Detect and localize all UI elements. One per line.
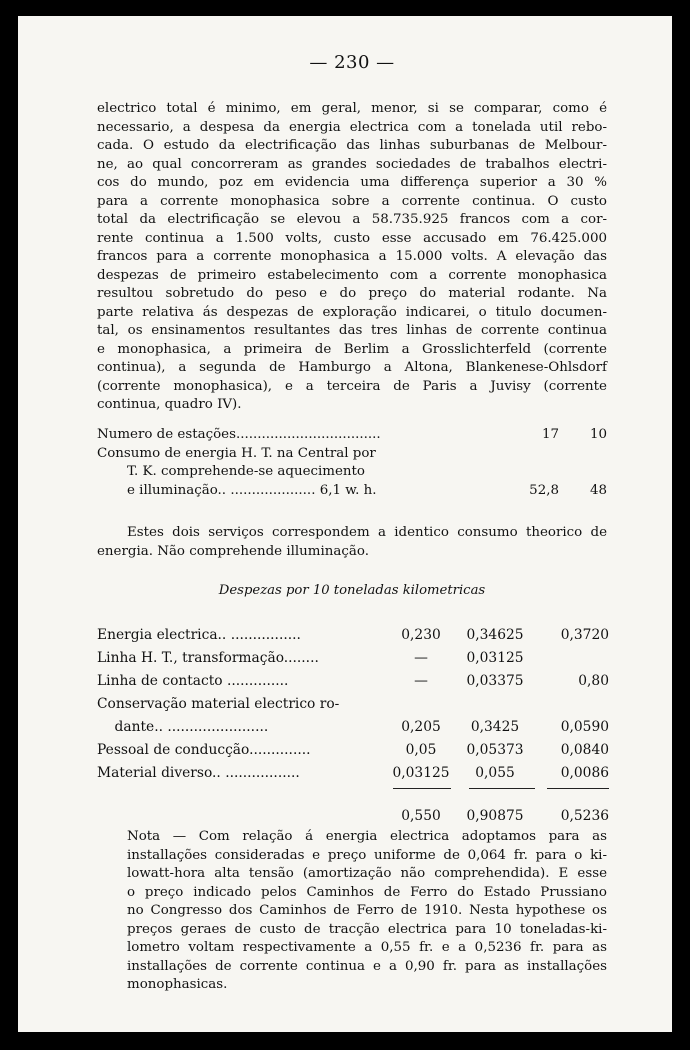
- paragraph-services: Estes dois serviços correspondem a identico consumo theorico de energia. Não comprehende illuminação.: [97, 525, 607, 559]
- paragraph-electrification: [97, 100, 607, 415]
- stats-value-hamburg: 17: [541, 427, 559, 442]
- row-label: Linha de contacto ..............: [97, 673, 289, 689]
- table-caption: Despezas por 10 toneladas kilometricas: [218, 583, 486, 598]
- sum-rule: [393, 788, 451, 789]
- total-paris: 0,5236: [560, 808, 609, 824]
- text-line: ne, ao qual concorreram as grandes sociedades de trabalhos electri-: [97, 156, 607, 172]
- table-row: [97, 718, 607, 741]
- cell-berlin: —: [414, 650, 428, 666]
- stats-label: Consumo de energia H. T. na Central por: [97, 445, 376, 461]
- text-line: tal, os ensinamentos resultantes das tres linhas de corrente continua: [97, 323, 607, 338]
- row-label: Energia electrica.. ................: [97, 627, 301, 643]
- text-line: preços geraes de custo de tracção electrica para 10 toneladas-ki-: [127, 921, 607, 937]
- text-line: continua), a segunda de Hamburgo a Altona, Blankenese-Ohlsdorf: [97, 360, 607, 375]
- stats-row-illumination: [97, 482, 607, 501]
- text-line: installações consideradas e preço uniforme de 0,064 fr. para o ki-: [127, 847, 607, 863]
- costs-table: [97, 626, 607, 787]
- total-hamburg: 0,90875: [466, 808, 524, 824]
- text-line: rente continua a 1.500 volts, custo esse accusado em 76.425.000: [97, 230, 607, 246]
- text-line: e monophasica, a primeira de Berlim a Grosslichterfeld (corrente: [97, 341, 607, 357]
- table-row: [97, 764, 607, 787]
- text-line: (corrente monophasica), e a terceira de Paris a Juvisy (corrente: [97, 378, 607, 394]
- row-label: Pessoal de conducção..............: [97, 742, 311, 758]
- paragraph-note: [97, 828, 607, 995]
- cell-berlin: 0,205: [401, 719, 441, 735]
- sum-rule: [547, 788, 609, 789]
- text-line: total da electrificação se elevou a 58.735.925 francos com a cor-: [97, 212, 607, 227]
- stats-value-paris: 48: [589, 482, 607, 498]
- cell-hamburg: 0,055: [475, 765, 515, 781]
- totals-row: [97, 807, 607, 830]
- page-number: — 230 —: [309, 52, 395, 73]
- cell-paris: 0,80: [578, 673, 609, 689]
- cell-paris: 0,0086: [560, 765, 609, 781]
- text-line: para a corrente monophasica sobre a corrente continua. O custo: [97, 193, 607, 209]
- row-label: Conservação material electrico ro-: [97, 696, 340, 712]
- sum-rules: [97, 788, 607, 792]
- table-row: [97, 626, 607, 649]
- text-line: parte relativa ás despezas de exploração indicarei, o titulo documen-: [97, 304, 607, 320]
- text-line: lometro voltam respectivamente a 0,55 fr. e a 0,5236 fr. para as: [127, 940, 607, 955]
- text-line: o preço indicado pelos Caminhos de Ferro do Estado Prussiano: [127, 884, 607, 900]
- table-row: [97, 672, 607, 695]
- stats-value-paris: 10: [589, 427, 607, 442]
- cell-paris: 0,3720: [560, 627, 609, 643]
- text-line: installações de corrente continua e a 0,90 fr. para as installações: [127, 958, 607, 974]
- text-line: necessario, a despesa da energia electrica com a tonelada util rebo-: [97, 119, 607, 135]
- sum-rule: [469, 788, 535, 789]
- row-label: dante.. .......................: [97, 719, 269, 735]
- row-label: Linha H. T., transformação........: [97, 650, 319, 666]
- text-line: lowatt-hora alta tensão (amortização não comprehendida). E esse: [127, 866, 607, 881]
- text-line: despezas de primeiro estabelecimento com a corrente monophasica: [97, 267, 607, 283]
- row-label: Material diverso.. .................: [97, 765, 300, 781]
- text-line: cos do mundo, poz em evidencia uma differença superior a 30 %: [97, 175, 607, 190]
- totals-cells: [97, 807, 607, 830]
- total-berlin: 0,550: [401, 808, 441, 824]
- text-line: cada. O estudo da electrificação das linhas suburbanas de Melbour-: [97, 138, 607, 153]
- text-line: resultou sobretudo do peso e do preço do material rodante. Na: [97, 286, 607, 301]
- stations-energy-table: [97, 426, 607, 500]
- cell-paris: 0,0840: [560, 742, 609, 758]
- stats-label: Numero de estações..................................: [97, 427, 381, 442]
- stats-row-stations: [97, 426, 607, 445]
- stats-row-energy: [97, 445, 607, 464]
- cell-paris: 0,0590: [560, 719, 609, 735]
- text-line: monophasicas.: [127, 977, 228, 992]
- text-line: no Congresso dos Caminhos de Ferro de 1910. Nesta hypothese os: [127, 903, 607, 918]
- table-row: [97, 649, 607, 672]
- table-row: [97, 741, 607, 764]
- cell-hamburg: 0,03125: [466, 650, 524, 666]
- cell-berlin: 0,230: [401, 627, 441, 643]
- cell-berlin: 0,05: [405, 742, 437, 758]
- cell-berlin: —: [414, 673, 428, 689]
- book-page: [18, 16, 672, 1032]
- cell-berlin: 0,03125: [392, 765, 450, 781]
- text-line: continua, quadro IV).: [97, 397, 242, 412]
- text-line: francos para a corrente monophasica a 15.000 volts. A elevação das: [97, 249, 607, 264]
- cell-hamburg: 0,05373: [466, 742, 524, 758]
- cell-hamburg: 0,3425: [470, 719, 520, 735]
- stats-value-hamburg: 52,8: [529, 482, 559, 498]
- stats-label: e illuminação.. .................... 6,1 w. h.: [127, 482, 377, 498]
- cell-hamburg: 0,03375: [466, 673, 524, 689]
- stats-label: T. K. comprehende-se aquecimento: [127, 464, 365, 479]
- stats-row-energy-cont: [97, 463, 607, 482]
- text-line: Nota — Com relação á energia electrica adoptamos para as: [127, 829, 607, 844]
- text-line: electrico total é minimo, em geral, menor, si se comparar, como é: [97, 101, 607, 116]
- table-row: [97, 695, 607, 718]
- cell-hamburg: 0,34625: [466, 627, 524, 643]
